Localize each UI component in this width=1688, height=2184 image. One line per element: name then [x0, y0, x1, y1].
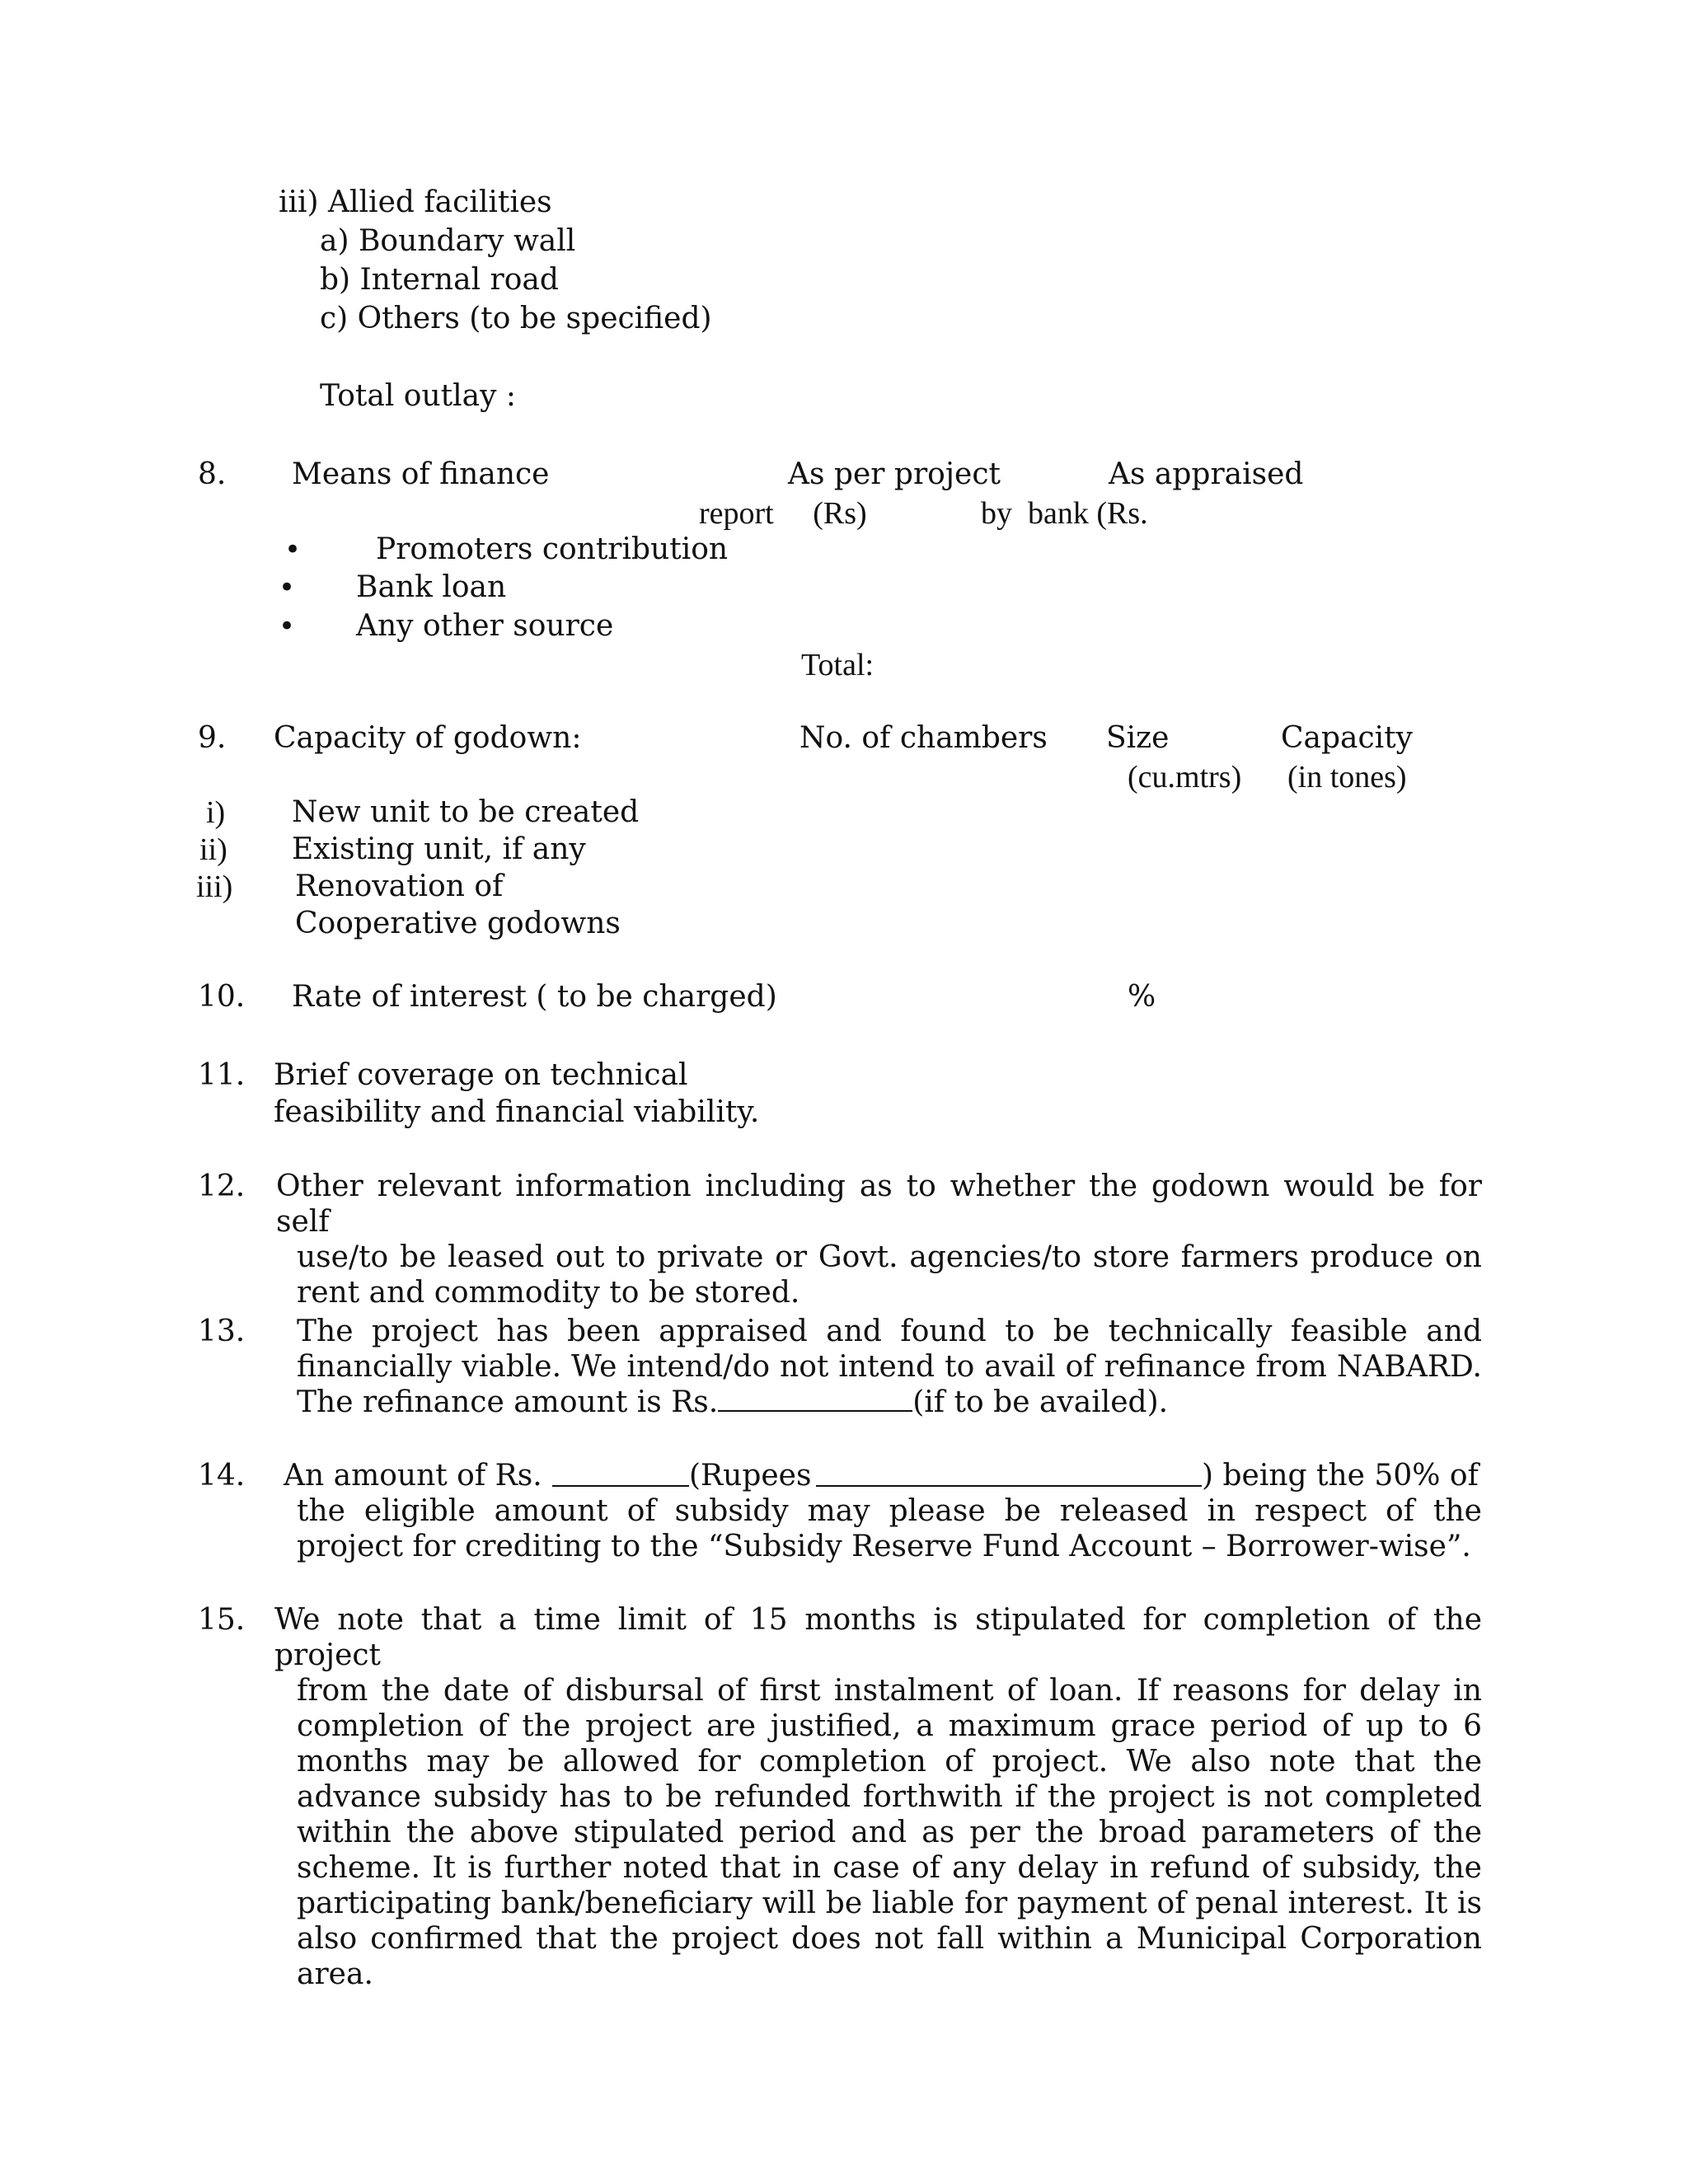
item-14-part-2: (Rupees: [689, 1459, 812, 1493]
item-8-column-appraised: As appraised: [1109, 457, 1304, 491]
godown-row-number: ii): [199, 832, 227, 867]
item-10-number: 10.: [198, 980, 246, 1014]
godown-row-number: i): [206, 795, 226, 830]
finance-source-promoters: Promoters contribution: [376, 532, 729, 566]
godown-row-new-unit: New unit to be created: [292, 795, 640, 829]
allied-item-others: c) Others (to be specified): [320, 302, 712, 335]
refinance-amount-blank[interactable]: [718, 1385, 912, 1412]
item-11-number: 11.: [198, 1058, 246, 1092]
item-13-body-tail: (if to be availed).: [912, 1385, 1169, 1419]
godown-row-renovation-cont: Cooperative godowns: [295, 907, 621, 940]
item-8-total-label: Total:: [801, 648, 874, 682]
item-9-column-capacity: Capacity: [1281, 721, 1413, 755]
interest-rate-unit: %: [1128, 980, 1156, 1014]
item-15-line-1: We note that a time limit of 15 months is stipulated for completion of the project: [274, 1603, 1482, 1672]
item-15-number: 15.: [198, 1603, 246, 1637]
item-15-body: from the date of disbursal of first instalment of loan. If reasons for delay in completion of the project are justified, a maximum grace period of up to 6 months may be allowed for completion of project. We also note that the advance subsidy has to be refunded forthwith if the project is not completed within the above stipulated period and as per the broad parameters of the scheme. It is further noted that in case of any delay in refund of subsidy, the participating bank/beneficiary will be liable for payment of penal interest. It is also confirmed that the project does not fall within a Municipal Corporation area.: [297, 1674, 1482, 1991]
item-12-line-1: Other relevant information including as to whether the godown would be for self: [276, 1169, 1482, 1239]
item-8-number: 8.: [198, 457, 227, 491]
item-12-paragraph: [276, 1169, 1482, 1310]
item-13-body-text: financially viable. We intend/do not intend to avail of refinance from NABARD. The refinance amount is Rs.: [297, 1350, 1482, 1419]
godown-row-renovation: Renovation of: [295, 869, 504, 903]
total-outlay-label: Total outlay :: [320, 379, 516, 413]
bullet-icon: •: [279, 571, 296, 604]
item-11-line-1: Brief coverage on technical: [274, 1058, 688, 1092]
finance-source-bank-loan: Bank loan: [356, 570, 507, 604]
item-9-number: 9.: [198, 721, 227, 755]
item-9-column-chambers: No. of chambers: [799, 721, 1048, 755]
finance-source-other: Any other source: [356, 609, 614, 643]
item-8-column-appraised-sub: by bank (Rs.: [981, 496, 1148, 531]
allied-item-boundary-wall: a) Boundary wall: [320, 224, 576, 258]
item-12-number: 12.: [198, 1169, 246, 1203]
item-14-part-3: ) being the 50% of: [1202, 1459, 1479, 1493]
allied-heading: iii) Allied facilities: [279, 185, 552, 219]
godown-row-number: iii): [196, 869, 233, 904]
item-13-paragraph: [297, 1314, 1482, 1420]
item-9-capacity-unit: (in tones): [1287, 760, 1407, 794]
item-10-label: Rate of interest ( to be charged): [292, 980, 777, 1014]
item-11-line-2: feasibility and financial viability.: [274, 1095, 760, 1129]
item-13-body: [297, 1349, 1482, 1420]
subsidy-amount-blank[interactable]: [552, 1485, 689, 1487]
item-9-column-size: Size: [1106, 721, 1170, 755]
item-8-column-project-sub: report (Rs): [699, 496, 867, 531]
item-13-number: 13.: [198, 1315, 246, 1348]
item-14-part-1: An amount of Rs.: [284, 1459, 542, 1493]
item-14-body: the eligible amount of subsidy may please be released in respect of the project for crediting to the “Subsidy Reserve Fund Account – Borrower-wise”.: [297, 1494, 1482, 1563]
item-9-size-unit: (cu.mtrs): [1128, 760, 1242, 794]
item-8-column-project: As per project: [788, 457, 1001, 491]
item-14-paragraph: [297, 1493, 1482, 1564]
godown-row-existing-unit: Existing unit, if any: [292, 832, 586, 866]
allied-item-internal-road: b) Internal road: [320, 263, 559, 297]
item-14-number: 14.: [198, 1459, 246, 1493]
bullet-icon: •: [279, 610, 296, 643]
item-15-paragraph: [274, 1602, 1482, 1992]
item-9-label: Capacity of godown:: [274, 721, 582, 755]
bullet-icon: •: [284, 533, 302, 566]
subsidy-rupees-words-blank[interactable]: [816, 1485, 1202, 1487]
item-13-line-1: The project has been appraised and found to be technically feasible and: [297, 1315, 1482, 1348]
item-8-label: Means of finance: [292, 457, 550, 491]
item-12-body: use/to be leased out to private or Govt. agencies/to store farmers produce on rent and commodity to be stored.: [297, 1240, 1482, 1310]
